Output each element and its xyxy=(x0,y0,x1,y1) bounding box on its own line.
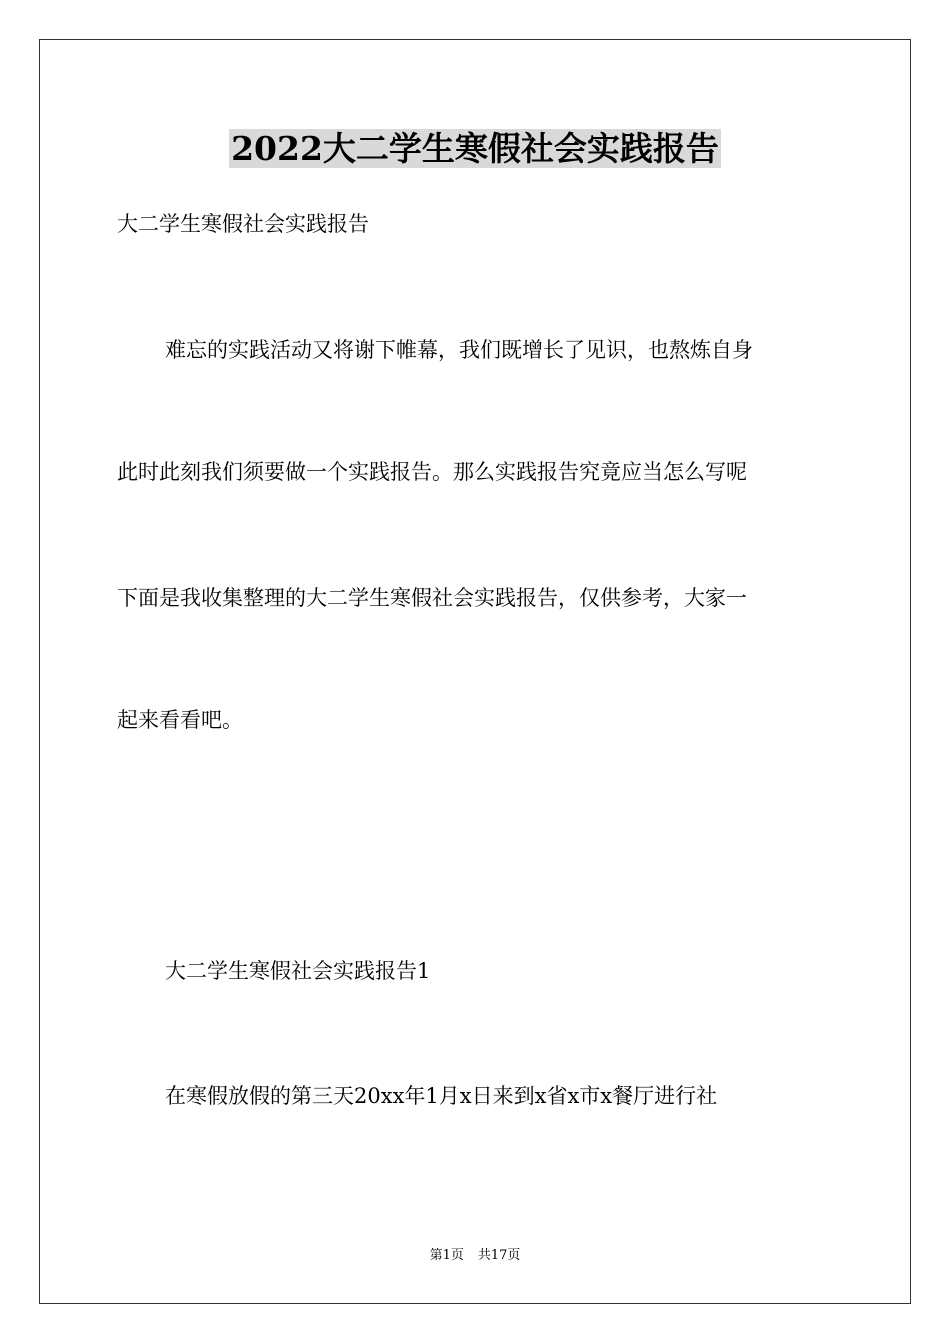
document-subtitle: 大二学生寒假社会实践报告 xyxy=(117,212,369,236)
paragraph-line: 下面是我收集整理的大二学生寒假社会实践报告，仅供参考，大家一 xyxy=(117,586,747,610)
document-title xyxy=(0,126,950,172)
section-heading: 大二学生寒假社会实践报告1 xyxy=(165,959,431,983)
page-number: 第1页 xyxy=(429,1248,464,1263)
paragraph-line: 此时此刻我们须要做一个实践报告。那么实践报告究竟应当怎么写呢 xyxy=(117,460,747,484)
document-title-text: 2022大二学生寒假社会实践报告 xyxy=(231,129,719,168)
paragraph-line: 在寒假放假的第三天20xx年1月x日来到x省x市x餐厅进行社 xyxy=(165,1084,718,1108)
paragraph-line: 起来看看吧。 xyxy=(117,708,243,732)
page-total: 共17页 xyxy=(477,1248,521,1263)
page-footer xyxy=(0,1247,950,1265)
paragraph-line: 难忘的实践活动又将谢下帷幕，我们既增长了见识，也熬炼自身 xyxy=(165,338,753,362)
